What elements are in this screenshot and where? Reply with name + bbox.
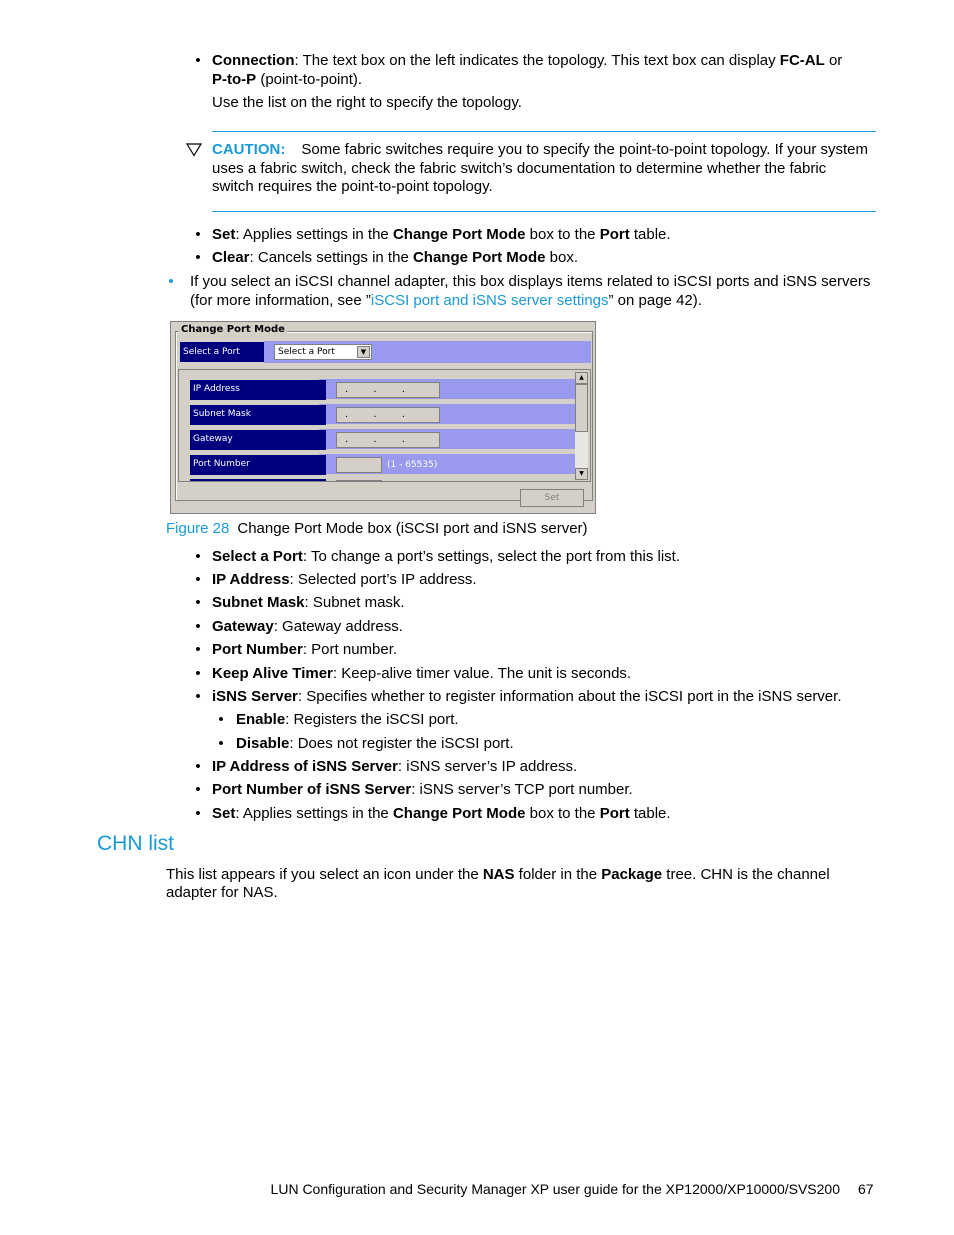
term-change-port-mode: Change Port Mode: [412, 249, 546, 266]
bullet: •: [195, 226, 201, 243]
port-number-range: (1 - 65535): [387, 460, 438, 470]
desc: : iSNS server’s TCP port number.: [411, 781, 633, 798]
desc: ” on page 42).: [608, 292, 702, 309]
bullet: •: [195, 618, 201, 635]
list-item: [212, 593, 405, 612]
desc: : Selected port’s IP address.: [289, 571, 477, 588]
connection-note: Use the list on the right to specify the topology.: [212, 94, 522, 111]
term: IP Address of iSNS Server: [212, 758, 398, 775]
list-item: [212, 757, 577, 776]
scroll-down-icon[interactable]: ▼: [575, 468, 588, 480]
term-change-port-mode: Change Port Mode: [392, 805, 526, 822]
gateway-label: Gateway: [190, 430, 326, 450]
desc: This list appears if you select an icon under the: [166, 866, 483, 883]
term-ptop: P-to-P: [212, 71, 257, 88]
desc: : Specifies whether to register information about the iSCSI port in the iSNS server.: [297, 688, 842, 705]
desc: : Applies settings in the: [235, 226, 393, 243]
caution-line-3: switch requires the point-to-point topology.: [212, 178, 493, 195]
term: Select a Port: [212, 548, 303, 565]
desc: : Subnet mask.: [304, 594, 405, 611]
section-heading-chn-list: CHN list: [97, 832, 174, 855]
caption-text: Change Port Mode box (iSCSI port and iSNS server): [237, 520, 588, 537]
desc: table.: [629, 805, 671, 822]
desc: table.: [629, 226, 671, 243]
port-settings-panel: [178, 369, 591, 482]
desc: : Does not register the iSCSI port.: [289, 735, 514, 752]
term: Port Number: [212, 641, 303, 658]
port-number-label: Port Number: [190, 455, 326, 475]
bullet: •: [195, 249, 201, 266]
gateway-field[interactable]: . . .: [336, 432, 440, 448]
scroll-up-icon[interactable]: ▲: [575, 372, 588, 384]
term: Keep Alive Timer: [212, 665, 333, 682]
set-button[interactable]: Set: [520, 489, 584, 507]
desc: : To change a port’s settings, select the port from this list.: [302, 548, 681, 565]
term: Subnet Mask: [212, 594, 305, 611]
bullet: •: [195, 688, 201, 705]
chn-line-2: adapter for NAS.: [166, 884, 278, 901]
bullet: •: [218, 711, 224, 728]
caution-text: Some fabric switches require you to specify the point-to-point topology. If your system: [301, 141, 868, 158]
list-item: [212, 804, 671, 823]
select-port-label: Select a Port: [180, 342, 264, 362]
sub-list-item: [236, 710, 459, 729]
list-item: [212, 570, 477, 589]
term-package: Package: [601, 866, 663, 883]
caution-label: CAUTION:: [212, 141, 286, 158]
term-set: Set: [212, 226, 236, 243]
term: Port Number of iSNS Server: [212, 781, 412, 798]
next-row-label: [190, 479, 326, 482]
desc: : Registers the iSCSI port.: [285, 711, 459, 728]
term-port: Port: [599, 805, 630, 822]
clear-item: [212, 248, 578, 267]
desc: (point-to-point).: [256, 71, 363, 88]
term: Enable: [236, 711, 286, 728]
bullet: •: [195, 548, 201, 565]
caution-line-2: uses a fabric switch, check the fabric switch’s documentation to determine whether the fabric: [212, 160, 827, 177]
chn-line-1: [166, 865, 830, 884]
bullet: •: [195, 52, 201, 69]
connection-line-1: [212, 51, 842, 70]
desc: : The text box on the left indicates the topology. This text box can display: [294, 52, 780, 69]
bullet: •: [168, 273, 174, 290]
list-item: [212, 664, 631, 683]
desc: : Cancels settings in the: [249, 249, 413, 266]
desc: : Port number.: [302, 641, 398, 658]
next-row-field: [336, 480, 382, 482]
iscsi-line-2: [190, 291, 702, 310]
group-title: Change Port Mode: [181, 324, 285, 335]
desc: : Gateway address.: [273, 618, 403, 635]
term-port: Port: [599, 226, 630, 243]
list-item: [212, 687, 842, 706]
term-connection: Connection: [212, 52, 295, 69]
list-item: [212, 780, 633, 799]
bullet: •: [195, 641, 201, 658]
bullet: •: [195, 571, 201, 588]
term-set: Set: [212, 805, 236, 822]
ip-address-field[interactable]: . . .: [336, 382, 440, 398]
bullet: •: [218, 735, 224, 752]
warning-triangle-icon: [186, 143, 202, 157]
bullet: •: [195, 758, 201, 775]
term-fcal: FC-AL: [779, 52, 825, 69]
bullet: •: [195, 781, 201, 798]
bullet: •: [195, 594, 201, 611]
bullet: •: [195, 805, 201, 822]
desc: : Keep-alive timer value. The unit is seconds.: [332, 665, 632, 682]
change-port-mode-screenshot: [170, 321, 596, 514]
connection-line-2: [212, 70, 362, 89]
term: IP Address: [212, 571, 290, 588]
chevron-down-icon[interactable]: ▼: [357, 346, 370, 358]
vertical-scrollbar[interactable]: [575, 372, 588, 480]
figure-caption: [166, 519, 588, 538]
subnet-mask-field[interactable]: . . .: [336, 407, 440, 423]
desc: folder in the: [514, 866, 602, 883]
scroll-thumb[interactable]: [575, 384, 588, 432]
term-clear: Clear: [212, 249, 250, 266]
term-nas: NAS: [482, 866, 515, 883]
list-item: [212, 640, 397, 659]
list-item: [212, 617, 403, 636]
caution-rule-top: [212, 131, 876, 132]
desc: box to the: [525, 226, 600, 243]
iscsi-line-1: If you select an iSCSI channel adapter, this box displays items related to iSCSI ports and iSNS servers: [190, 273, 871, 290]
sub-list-item: [236, 734, 514, 753]
desc: or: [824, 52, 843, 69]
desc: box.: [545, 249, 578, 266]
caution-line-1: [212, 140, 868, 159]
iscsi-settings-link[interactable]: iSCSI port and iSNS server settings: [370, 292, 609, 309]
desc: box to the: [525, 805, 600, 822]
term: Gateway: [212, 618, 274, 635]
select-port-combo[interactable]: [274, 344, 372, 360]
page-number: 67: [858, 1181, 874, 1197]
set-item: [212, 225, 671, 244]
desc: (for more information, see ”: [190, 292, 371, 309]
footer-title: LUN Configuration and Security Manager XP user guide for the XP12000/XP10000/SVS200: [270, 1181, 840, 1197]
subnet-mask-label: Subnet Mask: [190, 405, 326, 425]
desc: : iSNS server’s IP address.: [397, 758, 578, 775]
list-item: [212, 547, 680, 566]
desc: tree. CHN is the channel: [662, 866, 830, 883]
term-change-port-mode: Change Port Mode: [392, 226, 526, 243]
figure-number: Figure 28: [166, 520, 230, 537]
bullet: •: [195, 665, 201, 682]
select-port-value: Select a Port: [278, 347, 335, 357]
term: iSNS Server: [212, 688, 298, 705]
desc: : Applies settings in the: [235, 805, 393, 822]
ip-address-label: IP Address: [190, 380, 326, 400]
term: Disable: [236, 735, 290, 752]
caution-rule-bottom: [212, 211, 876, 212]
port-number-field[interactable]: [336, 457, 382, 473]
